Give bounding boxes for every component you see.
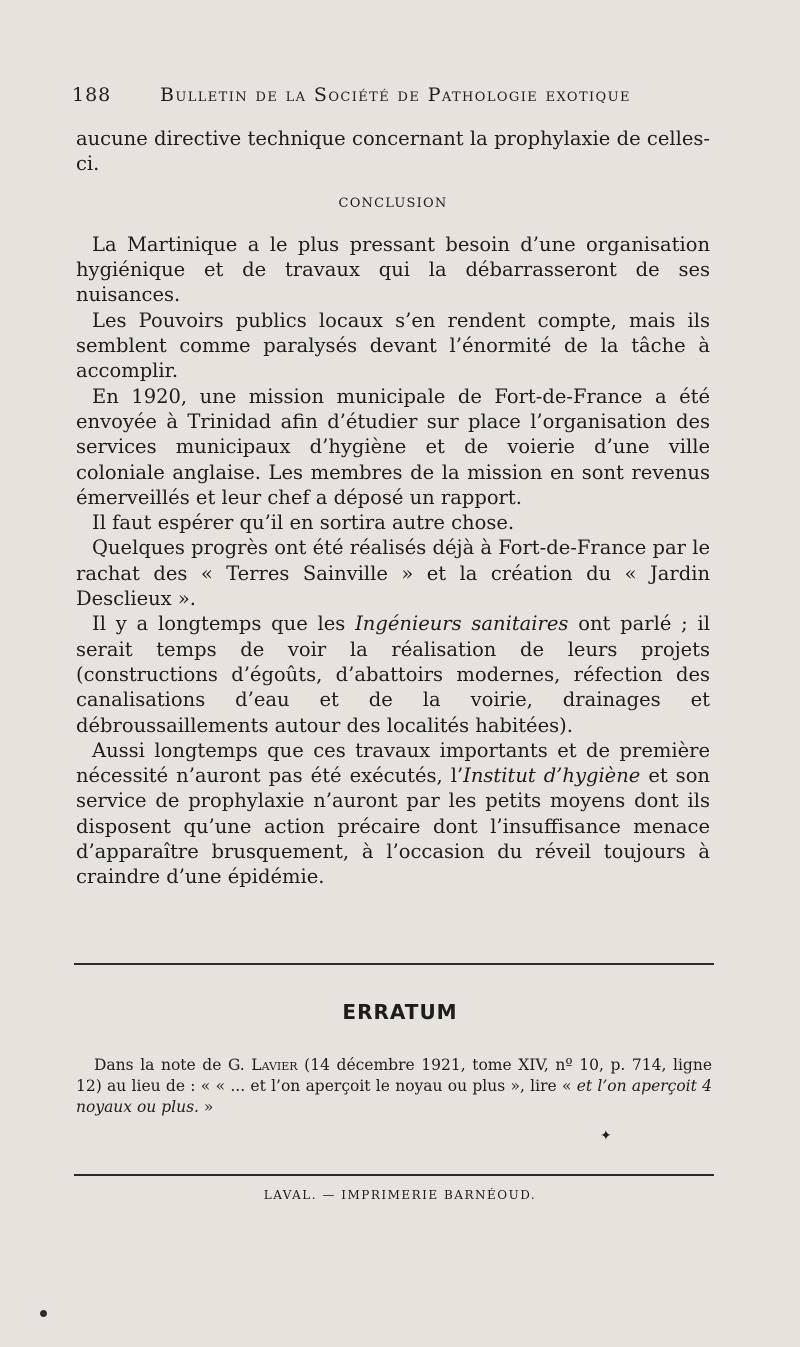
printer-imprint: LAVAL. — IMPRIMERIE BARNÉOUD. (263, 1188, 537, 1202)
text-span: ont parlé ; il serait temps de voir la réalisation de leurs projets (constructions d’égoûts, d’abattoirs modernes, réfection des canalisations d’eau et de la voirie, drainages et débroussaillements autour des localités habitées). (76, 612, 710, 737)
paragraph (76, 1055, 712, 1118)
ink-mark: ✦ (600, 1128, 612, 1144)
paragraph: Il faut espérer qu’il en sortira autre chose. (92, 511, 515, 535)
main-text (76, 126, 710, 890)
section-heading: CONCLUSION (338, 195, 448, 211)
paragraph: Les Pouvoirs publics locaux s’en rendent compte, mais ils semblent comme paralysés devant l’énormité de la tâche à accomplir. (76, 308, 710, 383)
footer-divider (74, 1174, 714, 1176)
text-span: » (198, 1098, 214, 1116)
italic-quote: et l’on aperçoit 4 noyaux ou plus. (76, 1077, 712, 1116)
journal-title: Bulletin de la Société de Pathologie exotique (160, 84, 631, 106)
italic-term: Institut d’hygiène (463, 764, 641, 788)
paragraph: Quelques progrès ont été réalisés déjà à Fort-de-France par le rachat des « Terres Sainville » et la création du « Jardin Desclieux ». (76, 536, 710, 611)
text-span: et son service de prophylaxie n’auront par les petits moyens dont ils disposent qu’une action précaire dont l’insuffisance menace d’apparaître brusquement, à l’occasion du réveil toujours à craindre d’une épidémie. (76, 764, 710, 889)
page-number: 188 (72, 84, 112, 106)
paragraph: La Martinique a le plus pressant besoin d’une organisation hygiénique et de travaux qui la débarrasseront de ses nuisances. (76, 232, 710, 307)
section-divider (74, 963, 714, 965)
erratum-text (76, 1055, 712, 1118)
paragraph: En 1920, une mission municipale de Fort-de-France a été envoyée à Trinidad afin d’étudier sur place l’organisation des services municipaux d’hygiène et de voierie d’une ville coloniale anglaise. Les membres de la mission en sont revenus émerveillés et leur chef a déposé un rapport. (76, 384, 710, 509)
italic-term: Ingénieurs sanitaires (355, 612, 569, 636)
erratum-title: ERRATUM (342, 1000, 458, 1024)
text-span: (14 décembre 1921, tome XIV, nº 10, p. 714, ligne 12) au lieu de : « « ... et l’on aperçoit le noyau ou plus », lire « (76, 1056, 712, 1095)
paragraph: aucune directive technique concernant la prophylaxie de celles-ci. (76, 127, 710, 176)
text-span: Il y a longtemps que les (92, 612, 356, 636)
text-span: Aussi longtemps que ces travaux importants et de première nécessité n’auront pas été exécutés, l’ (76, 738, 710, 788)
text-span: Dans la note de G. (94, 1056, 252, 1074)
paragraph (76, 611, 710, 737)
ink-spot (40, 1310, 47, 1317)
author-name: Lavier (251, 1056, 298, 1074)
paragraph (76, 738, 710, 890)
